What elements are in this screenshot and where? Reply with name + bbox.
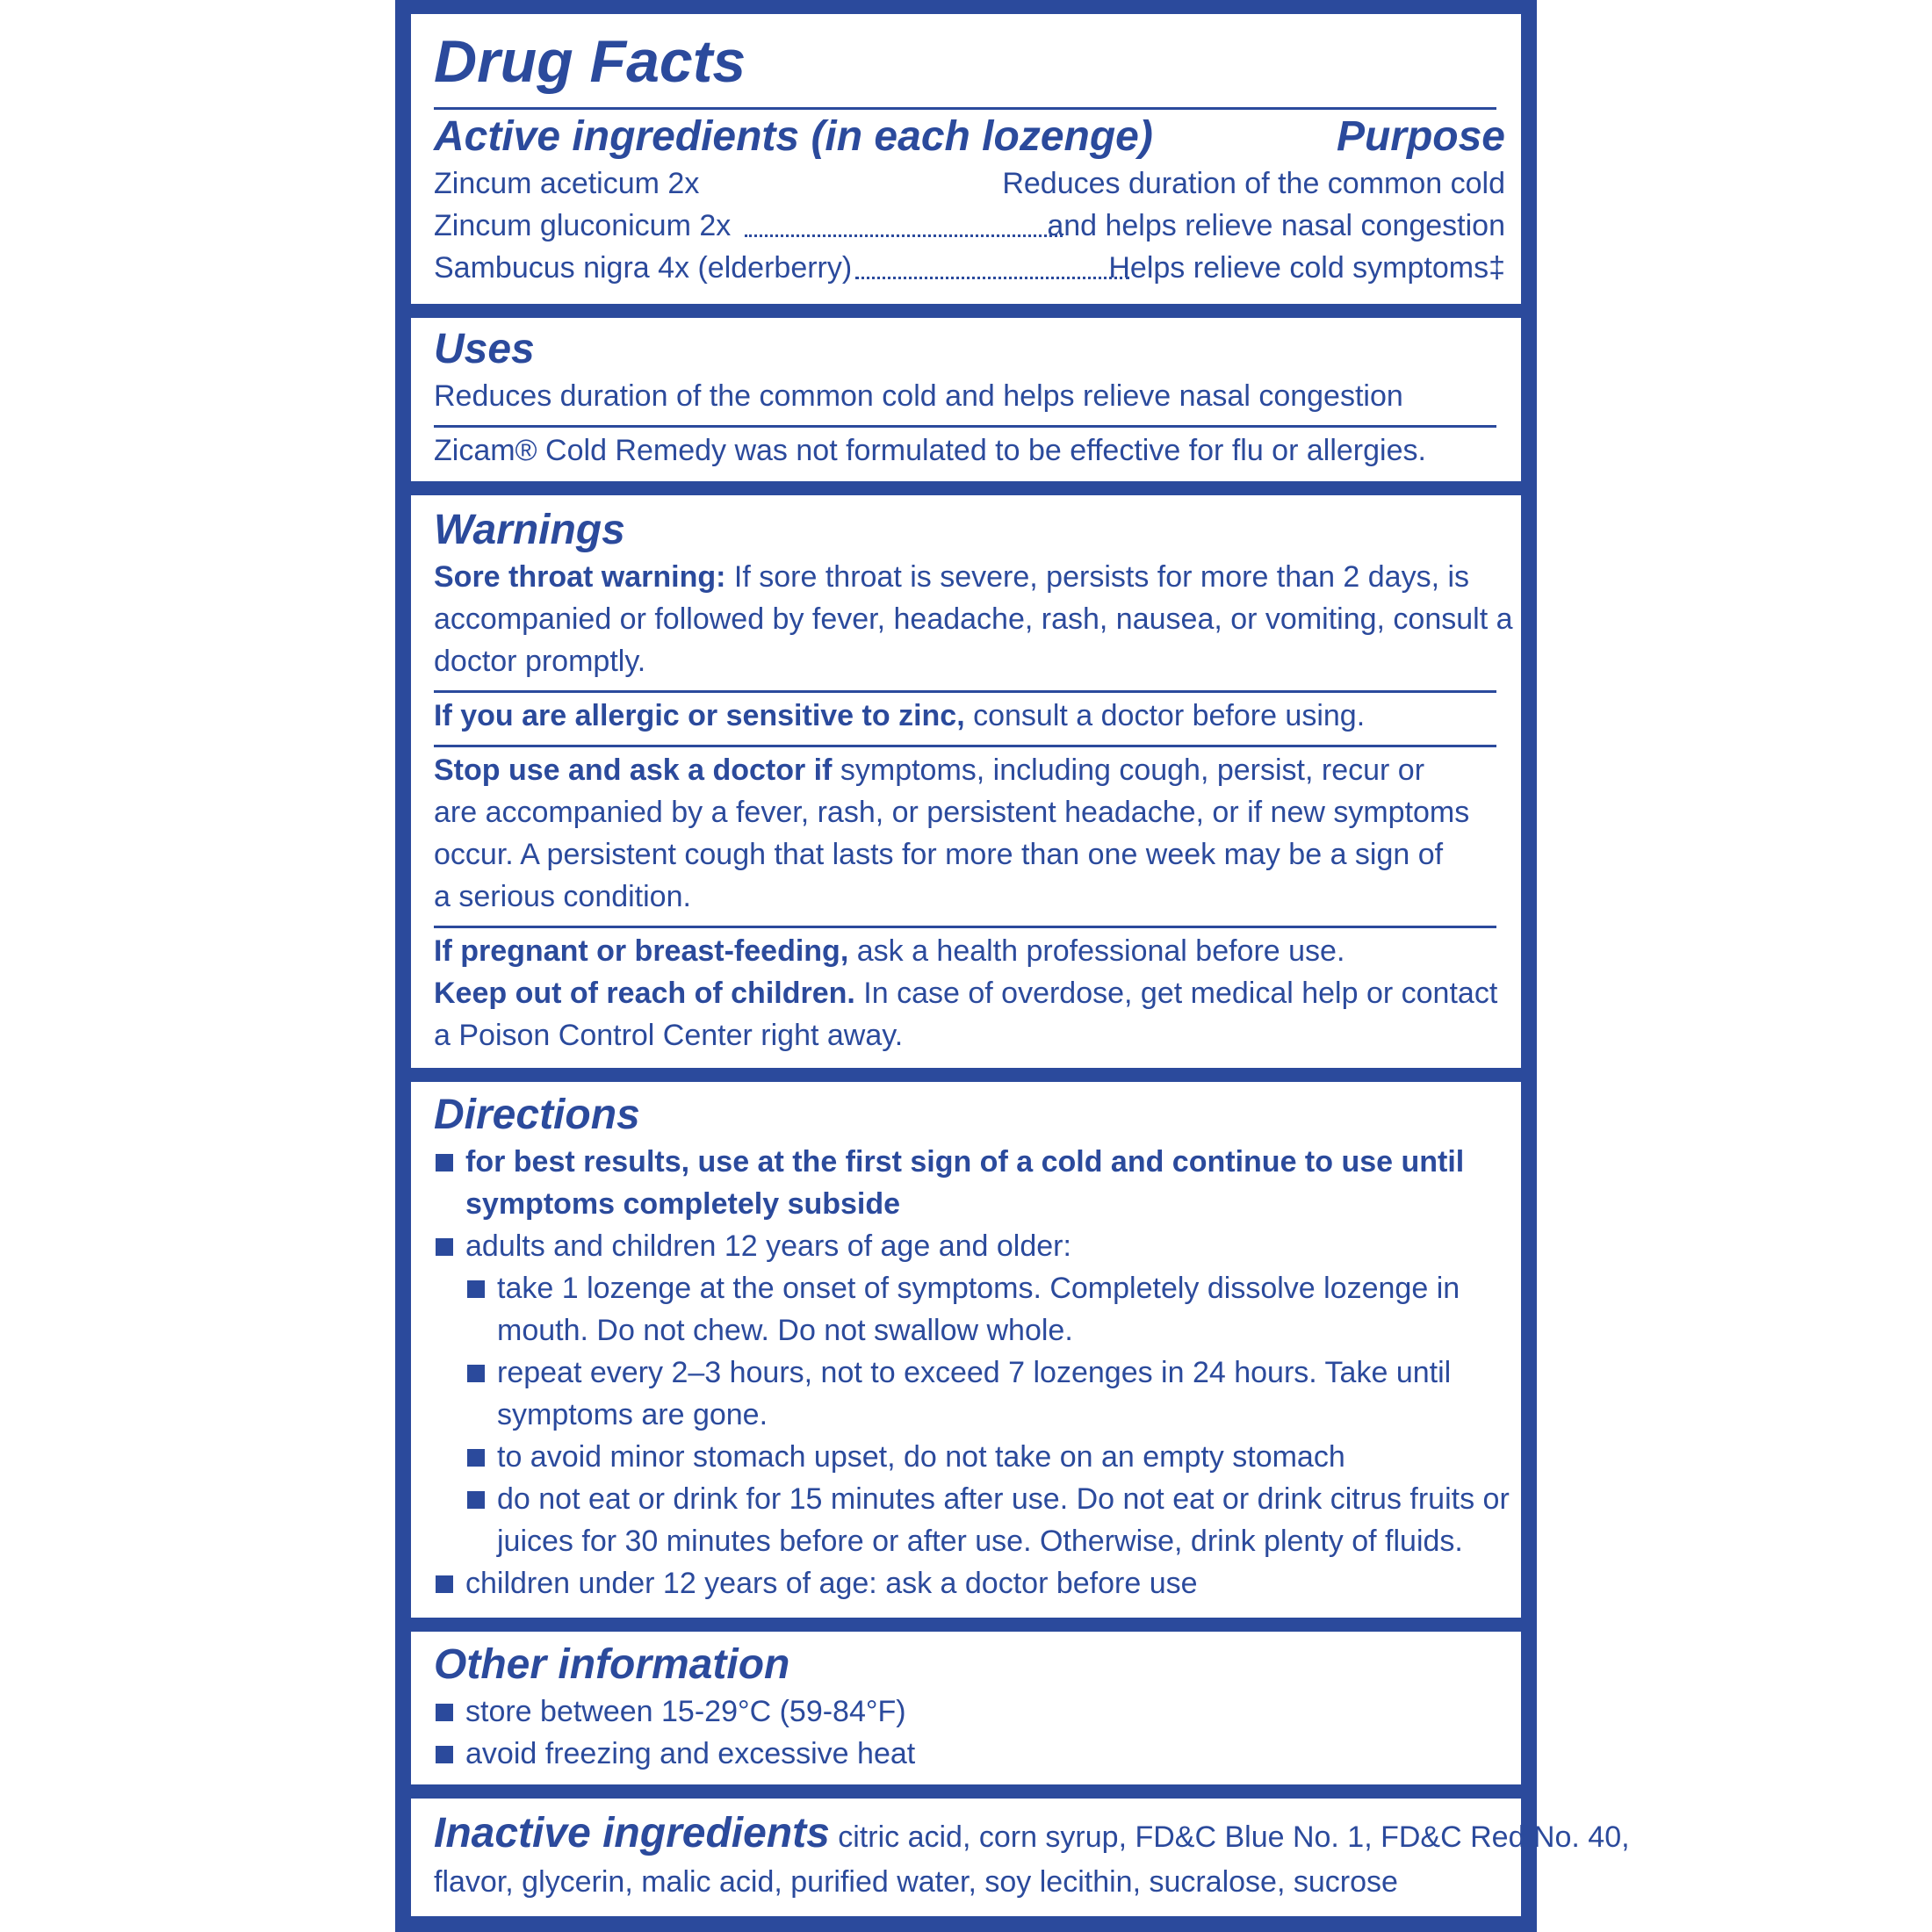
uses-divider xyxy=(434,425,1496,428)
bullet-square-icon xyxy=(436,1238,453,1256)
other-information-heading: Other information xyxy=(434,1641,790,1688)
bullet-square-icon xyxy=(467,1365,485,1382)
directions-box xyxy=(411,1082,1521,1618)
other-information-box xyxy=(411,1632,1521,1784)
sub-direction-2-line-1: repeat every 2–3 hours, not to exceed 7 lozenges in 24 hours. Take until xyxy=(497,1356,1452,1389)
bullet-square-icon xyxy=(467,1449,485,1467)
direction-2: adults and children 12 years of age and older: xyxy=(465,1229,1071,1263)
sub-direction-2-line-2: symptoms are gone. xyxy=(497,1398,768,1431)
direction-1-line-2: symptoms completely subside xyxy=(465,1187,901,1221)
pregnant-line xyxy=(434,936,1344,966)
sub-direction-3: to avoid minor stomach upset, do not take on an empty stomach xyxy=(497,1440,1345,1474)
sub-direction-1-line-1: take 1 lozenge at the onset of symptoms. Completely dissolve lozenge in xyxy=(497,1272,1460,1305)
warnings-divider-2 xyxy=(434,745,1496,747)
allergic-text: consult a doctor before using. xyxy=(973,699,1366,732)
stop-use-line-1 xyxy=(434,755,1424,785)
active-ingredients-heading: Active ingredients (in each lozenge) xyxy=(434,113,1153,160)
bullet-square-icon xyxy=(467,1280,485,1298)
sore-throat-text: If sore throat is severe, persists for more than 2 days, is xyxy=(733,560,1470,594)
warnings-divider-1 xyxy=(434,690,1496,693)
inactive-ingredients-box xyxy=(411,1799,1630,1916)
uses-line-1: Reduces duration of the common cold and helps relieve nasal congestion xyxy=(434,379,1403,413)
uses-box xyxy=(411,318,1521,481)
direction-3: children under 12 years of age: ask a doctor before use xyxy=(465,1567,1198,1600)
ingredient-3: Sambucus nigra 4x (elderberry) xyxy=(434,251,853,285)
keep-out-line-1 xyxy=(434,978,1497,1008)
stop-use-label: Stop use and ask a doctor if xyxy=(434,753,833,787)
warnings-box xyxy=(411,495,1521,1068)
direction-1-line-1: for best results, use at the first sign of a cold and continue to use until xyxy=(465,1145,1465,1179)
warnings-divider-3 xyxy=(434,926,1496,928)
stop-use-line-2: are accompanied by a fever, rash, or persistent headache, or if new symptoms xyxy=(434,796,1470,829)
keep-out-line-2: a Poison Control Center right away. xyxy=(434,1019,904,1052)
sore-throat-line-1 xyxy=(434,562,1469,592)
purpose-heading: Purpose xyxy=(1336,113,1505,160)
bullet-square-icon xyxy=(436,1575,453,1593)
sore-throat-line-3: doctor promptly. xyxy=(434,645,646,678)
sore-throat-line-2: accompanied or followed by fever, headache, rash, nausea, or vomiting, consult a xyxy=(434,602,1513,636)
stop-use-line-3: occur. A persistent cough that lasts for more than one week may be a sign of xyxy=(434,838,1444,871)
pregnant-label: If pregnant or breast-feeding, xyxy=(434,934,849,968)
other-info-2: avoid freezing and excessive heat xyxy=(465,1737,916,1770)
keep-out-label: Keep out of reach of children. xyxy=(434,977,855,1010)
purpose-3: Helps relieve cold symptoms‡ xyxy=(1108,251,1505,285)
inactive-line-1 xyxy=(434,1810,1630,1856)
active-ingredients-box xyxy=(411,14,1521,304)
purpose-1: Reduces duration of the common cold xyxy=(1002,167,1505,200)
sore-throat-label: Sore throat warning: xyxy=(434,560,726,594)
stop-use-line-4: a serious condition. xyxy=(434,880,691,913)
drug-facts-panel xyxy=(395,0,1630,1932)
leader-dots-2 xyxy=(745,234,1063,237)
title-divider xyxy=(434,107,1496,110)
bullet-square-icon xyxy=(436,1154,453,1171)
inactive-text: citric acid, corn syrup, FD&C Blue No. 1, FD&C Red No. 40, xyxy=(838,1820,1630,1854)
directions-heading: Directions xyxy=(434,1092,640,1138)
purpose-2: and helps relieve nasal congestion xyxy=(1047,209,1505,242)
ingredient-1: Zincum aceticum 2x xyxy=(434,167,700,200)
sub-direction-1-line-2: mouth. Do not chew. Do not swallow whole. xyxy=(497,1314,1073,1347)
uses-heading: Uses xyxy=(434,326,535,372)
sub-direction-4-line-1: do not eat or drink for 15 minutes after use. Do not eat or drink citrus fruits or xyxy=(497,1482,1510,1516)
leader-dots-3 xyxy=(855,277,1129,279)
bullet-square-icon xyxy=(436,1704,453,1721)
drug-facts-title: Drug Facts xyxy=(434,28,746,95)
stop-use-text: symptoms, including cough, persist, recur or xyxy=(840,753,1425,787)
allergic-label: If you are allergic or sensitive to zinc, xyxy=(434,699,965,732)
inactive-line-2: flavor, glycerin, malic acid, purified water, soy lecithin, sucralose, sucrose xyxy=(434,1865,1398,1899)
pregnant-text: ask a health professional before use. xyxy=(856,934,1345,968)
sub-direction-4-line-2: juices for 30 minutes before or after use. Otherwise, drink plenty of fluids. xyxy=(497,1525,1463,1558)
ingredient-2: Zincum gluconicum 2x xyxy=(434,209,732,242)
bullet-square-icon xyxy=(467,1491,485,1509)
inactive-ingredients-heading: Inactive ingredients xyxy=(434,1810,830,1856)
allergic-line xyxy=(434,701,1365,731)
keep-out-text: In case of overdose, get medical help or contact xyxy=(863,977,1498,1010)
warnings-heading: Warnings xyxy=(434,507,625,553)
bullet-square-icon xyxy=(436,1746,453,1763)
uses-line-2: Zicam® Cold Remedy was not formulated to be effective for flu or allergies. xyxy=(434,434,1426,467)
other-info-1: store between 15-29°C (59-84°F) xyxy=(465,1695,906,1728)
